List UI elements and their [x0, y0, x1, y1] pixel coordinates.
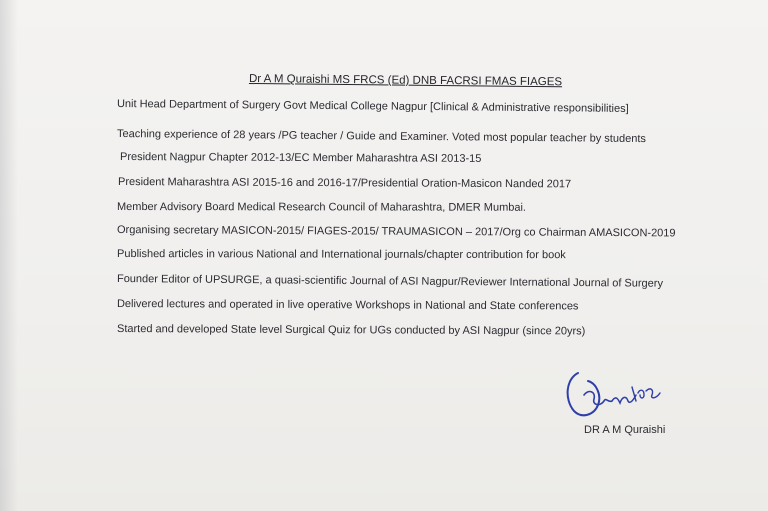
signer-name: DR A M Quraishi [584, 424, 666, 436]
credential-line: Member Advisory Board Medical Research Council of Maharashtra, DMER Mumbai. [116, 201, 527, 214]
handwritten-signature [560, 365, 670, 425]
credential-line: Unit Head Department of Surgery Govt Medical College Nagpur [Clinical & Administrative responsibilities] [116, 98, 629, 115]
credential-line: Founder Editor of UPSURGE, a quasi-scientific Journal of ASI Nagpur/Reviewer International Journal of Surgery [116, 273, 664, 290]
credential-line: Teaching experience of 28 years /PG teacher / Guide and Examiner. Voted most popular teacher by students [116, 128, 646, 146]
credential-line: President Maharashtra ASI 2015-16 and 2016-17/Presidential Oration-Masicon Nanded 2017 [117, 176, 572, 191]
credential-line: Organising secretary MASICON-2015/ FIAGES-2015/ TRAUMASICON – 2017/Org co Chairman AMASICON-2019 [116, 224, 676, 240]
credential-line: President Nagpur Chapter 2012-13/EC Member Maharashtra ASI 2013-15 [119, 151, 482, 165]
credential-line: Published articles in various National and International journals/chapter contribution for book [116, 248, 566, 262]
document-heading: Dr A M Quraishi MS FRCS (Ed) DNB FACRSI FMAS FIAGES [248, 73, 563, 89]
page-edge-shadow [0, 0, 18, 511]
credential-line: Delivered lectures and operated in live operative Workshops in National and State conferences [116, 298, 579, 313]
credential-line: Started and developed State level Surgical Quiz for UGs conducted by ASI Nagpur (since 20yrs) [116, 323, 586, 338]
